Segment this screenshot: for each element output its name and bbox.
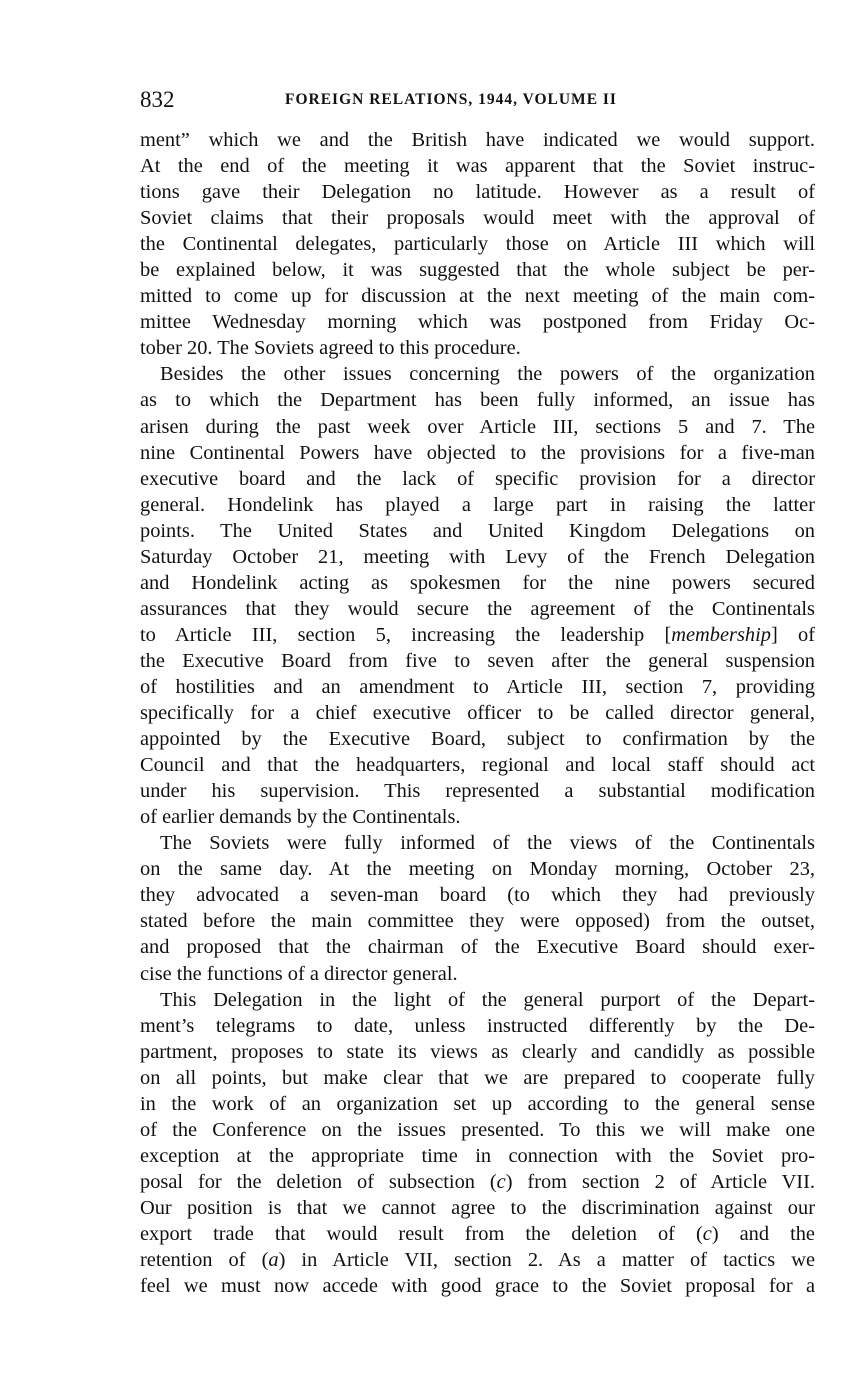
text-line: of earlier demands by the Continentals.	[140, 806, 461, 829]
paragraph	[140, 830, 815, 986]
text-line: cise the functions of a director general.	[140, 962, 458, 985]
text-line: mittee Wednesday morning which was postponed from Friday Oc-	[140, 311, 815, 334]
text-line: the Executive Board from five to seven after the general suspension	[140, 649, 815, 672]
text-line: of the Conference on the issues presented. To this we will make one	[140, 1118, 815, 1141]
text-line: as to which the Department has been fully informed, an issue has	[140, 389, 815, 412]
text-line: Besides the other issues concerning the powers of the organization	[160, 363, 815, 386]
text-line: arisen during the past week over Article III, sections 5 and 7. The	[140, 415, 815, 438]
text-line: in the work of an organization set up according to the general sense	[140, 1092, 815, 1115]
text-line: and proposed that the chairman of the Executive Board should exer-	[140, 936, 815, 959]
text-line: they advocated a seven-man board (to which they had previously	[140, 884, 815, 907]
text-line: posal for the deletion of subsection (c) from section 2 of Article VII.	[140, 1170, 815, 1193]
page-number: 832	[140, 87, 175, 112]
text-line: Council and that the headquarters, regional and local staff should act	[140, 754, 815, 777]
paragraph	[140, 987, 815, 1300]
text-line: on all points, but make clear that we are prepared to cooperate fully	[140, 1066, 815, 1089]
text-line: appointed by the Executive Board, subject to confirmation by the	[140, 728, 815, 751]
text-line: export trade that would result from the deletion of (c) and the	[140, 1222, 815, 1245]
text-line: Saturday October 21, meeting with Levy of the French Delegation	[140, 545, 815, 568]
text-line: specifically for a chief executive officer to be called director general,	[140, 702, 815, 725]
text-line: assurances that they would secure the agreement of the Continentals	[140, 597, 815, 620]
text-line: This Delegation in the light of the general purport of the Depart-	[160, 988, 815, 1011]
text-line: to Article III, section 5, increasing the leadership [membership] of	[140, 623, 816, 646]
text-line: tober 20. The Soviets agreed to this procedure.	[140, 337, 521, 360]
text-line: on the same day. At the meeting on Monday morning, October 23,	[140, 858, 815, 881]
text-line: Soviet claims that their proposals would meet with the approval of	[140, 207, 815, 230]
text-line: nine Continental Powers have objected to the provisions for a five-man	[140, 441, 815, 464]
text-line: tions gave their Delegation no latitude. However as a result of	[140, 181, 815, 204]
text-line: be explained below, it was suggested that the whole subject be per-	[140, 259, 815, 282]
text-line: mitted to come up for discussion at the next meeting of the main com-	[140, 285, 815, 308]
paragraph	[140, 127, 815, 361]
text-line: ment” which we and the British have indicated we would support.	[140, 129, 815, 151]
page-header	[140, 84, 815, 116]
paragraph	[140, 361, 815, 830]
text-line: and Hondelink acting as spokesmen for the nine powers secured	[140, 571, 815, 594]
text-line: general. Hondelink has played a large part in raising the latter	[140, 493, 815, 516]
text-line: the Continental delegates, particularly those on Article III which will	[140, 233, 815, 256]
text-line: stated before the main committee they were opposed) from the outset,	[140, 910, 815, 933]
text-line: exception at the appropriate time in connection with the Soviet pro-	[140, 1144, 815, 1167]
text-line: partment, proposes to state its views as clearly and candidly as possible	[140, 1040, 815, 1063]
text-line: points. The United States and United Kingdom Delegations on	[140, 519, 815, 542]
running-head: FOREIGN RELATIONS, 1944, VOLUME II	[285, 91, 617, 108]
text-line: executive board and the lack of specific provision for a director	[140, 467, 815, 490]
text-line: retention of (a) in Article VII, section 2. As a matter of tactics we	[140, 1249, 815, 1272]
body-text	[140, 127, 815, 1299]
text-line: of hostilities and an amendment to Article III, section 7, providing	[140, 675, 815, 698]
text-line: under his supervision. This represented a substantial modification	[140, 780, 815, 803]
text-line: feel we must now accede with good grace to the Soviet proposal for a	[140, 1275, 815, 1298]
text-line: ment’s telegrams to date, unless instructed differently by the De-	[140, 1014, 815, 1037]
text-line: Our position is that we cannot agree to the discrimination against our	[140, 1196, 815, 1219]
text-line: At the end of the meeting it was apparent that the Soviet instruc-	[140, 155, 815, 178]
text-line: The Soviets were fully informed of the views of the Continentals	[160, 832, 815, 855]
